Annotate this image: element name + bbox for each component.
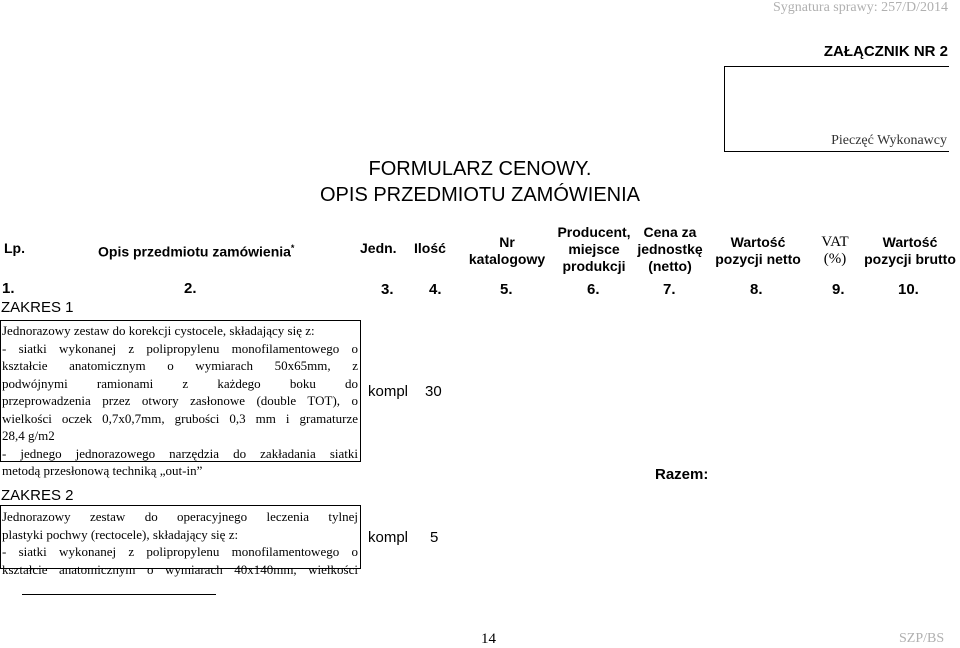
col-number-8: 8. [750, 281, 763, 298]
description-line: przeprowadzenia przez otwory zasłonowe (double TOT), o [2, 393, 358, 408]
col-header-unit-price [630, 224, 710, 275]
col-header-producer-l1: Producent, [557, 224, 631, 240]
col-header-description [98, 240, 294, 261]
item-quantity-1: 30 [425, 383, 442, 400]
description-line: - jednego jednorazowego narzędzia do zakładania siatki [2, 445, 358, 461]
description-line: - siatki wykonanej z polipropylenu monofilamentowego o [2, 340, 358, 356]
footnote-separator [22, 594, 216, 595]
description-line: kształcie anatomicznym o wymiarach 40x140mm, wielkości [2, 561, 358, 577]
col-header-unit: Jedn. [360, 240, 397, 256]
col-header-catalog-no [464, 234, 550, 268]
col-header-vat-l2: (%) [823, 251, 847, 267]
col-number-5: 5. [500, 281, 513, 298]
item-description-2 [0, 505, 361, 577]
description-line: Jednorazowy zestaw do operacyjnego leczenia tylnej [2, 509, 358, 524]
col-header-gross-value [860, 234, 960, 268]
col-number-4: 4. [429, 281, 442, 298]
col-number-2: 2. [184, 280, 197, 297]
col-header-description-label: Opis przedmiotu zamówienia [98, 243, 291, 260]
col-header-net-value-l2: pozycji netto [715, 251, 801, 267]
col-header-unit-price-l1: Cena za [643, 224, 697, 240]
footnote-marker: * [290, 243, 295, 253]
col-header-producer [550, 224, 638, 275]
col-header-producer-l2: miejsce [568, 241, 620, 257]
stamp-label: Pieczęć Wykonawcy [831, 133, 947, 148]
col-header-quantity: Ilość [414, 240, 446, 256]
col-header-unit-price-l3: (netto) [648, 258, 692, 274]
description-line: Jednorazowy zestaw do korekcji cystocele, składający się z: [2, 323, 315, 338]
description-line: metodą przesłonową techniką „out-in” [2, 463, 203, 478]
annex-label: ZAŁĄCZNIK NR 2 [823, 43, 948, 60]
col-number-6: 6. [587, 281, 600, 298]
col-header-vat [808, 234, 862, 268]
item-unit-2: kompl [368, 529, 409, 546]
col-header-producer-l3: produkcji [562, 258, 626, 274]
section-heading-1: ZAKRES 1 [1, 299, 74, 316]
item-unit-1: kompl [368, 383, 409, 400]
col-number-1: 1. [2, 280, 15, 297]
col-header-gross-value-l2: pozycji brutto [864, 251, 956, 267]
item-quantity-2: 5 [430, 529, 439, 546]
form-title-line1: FORMULARZ CENOWY. [368, 158, 592, 180]
form-title-line2: OPIS PRZEDMIOTU ZAMÓWIENIA [319, 184, 640, 206]
description-line: wielkości oczek 0,7x0,7mm, grubości 0,3 mm i gramaturze [2, 410, 358, 426]
description-line: - siatki wykonanej z polipropylenu monofilamentowego o [2, 544, 358, 559]
description-line: plastyki pochwy (rectocele), składający się z: [2, 526, 239, 542]
col-header-catalog-no-l1: Nr [499, 234, 515, 250]
col-number-10: 10. [898, 281, 919, 298]
col-header-unit-price-l2: jednostkę [637, 241, 703, 257]
col-number-7: 7. [663, 281, 676, 298]
col-header-gross-value-l1: Wartość [882, 234, 938, 250]
case-signature: Sygnatura sprawy: 257/D/2014 [773, 0, 948, 15]
page-number: 14 [481, 631, 496, 647]
col-header-vat-l1: VAT [821, 234, 849, 250]
col-number-9: 9. [832, 281, 845, 298]
description-line: kształcie anatomicznym o wymiarach 50x65mm, z [2, 358, 358, 373]
col-number-3: 3. [381, 281, 394, 298]
col-header-catalog-no-l2: katalogowy [468, 251, 546, 267]
description-line: podwójnymi ramionami z każdego boku do [2, 375, 358, 391]
item-description-1 [0, 320, 361, 478]
col-header-net-value-l1: Wartość [730, 234, 786, 250]
col-header-net-value [708, 234, 808, 268]
total-label: Razem: [655, 466, 709, 483]
col-header-lp: Lp. [4, 240, 25, 256]
contractor-stamp-box [724, 66, 949, 152]
document-code: SZP/BS [899, 631, 945, 646]
section-heading-2: ZAKRES 2 [1, 487, 74, 504]
description-line: 28,4 g/m2 [2, 428, 55, 443]
